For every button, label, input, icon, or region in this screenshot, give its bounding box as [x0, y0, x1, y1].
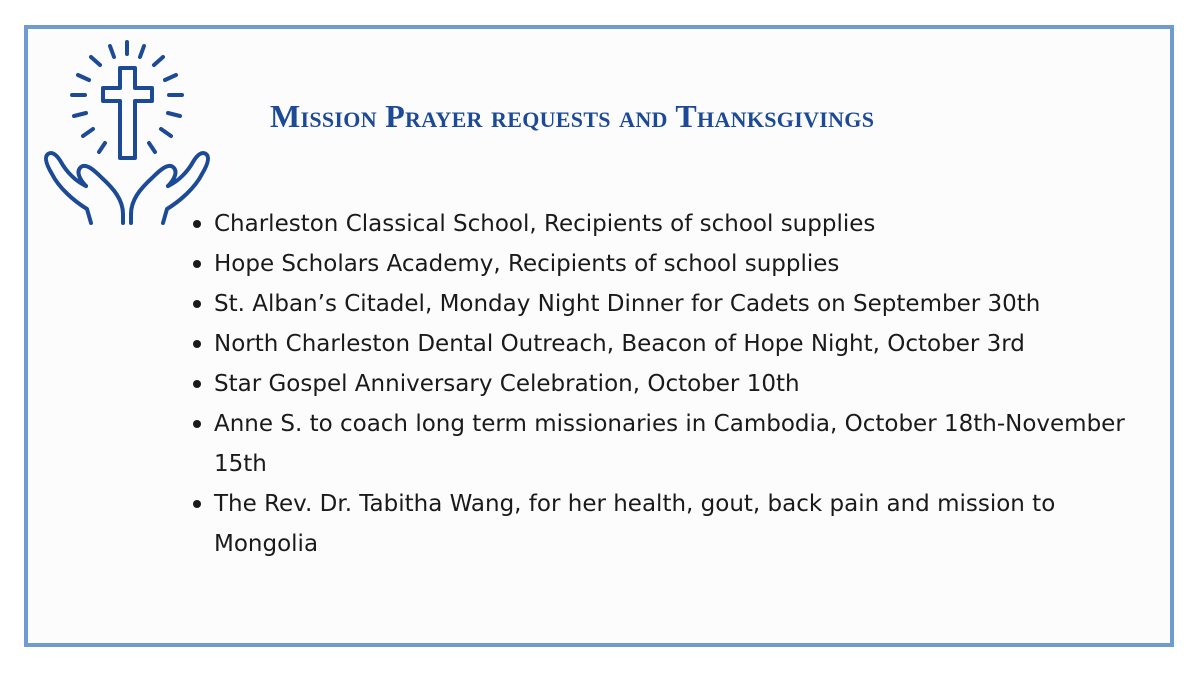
list-item-text: Hope Scholars Academy, Recipients of school supplies: [214, 251, 840, 277]
bullet-icon: [193, 380, 201, 388]
bullet-icon: [193, 300, 201, 308]
list-item: [190, 484, 1150, 564]
page-title: Mission Prayer requests and Thanksgivings: [270, 98, 875, 134]
list-item-text: Star Gospel Anniversary Celebration, October 10th: [214, 371, 800, 397]
cross-with-hands-icon: [38, 38, 218, 228]
list-item-text: The Rev. Dr. Tabitha Wang, for her health, gout, back pain and mission to Mongolia: [214, 491, 1056, 557]
list-item: [190, 404, 1150, 484]
list-item: [190, 364, 1150, 404]
list-item-text: Charleston Classical School, Recipients of school supplies: [214, 211, 876, 237]
list-item-text: St. Alban’s Citadel, Monday Night Dinner for Cadets on September 30th: [214, 291, 1041, 317]
bullet-icon: [193, 260, 201, 268]
bullet-icon: [193, 420, 201, 428]
prayer-request-list: [190, 204, 1150, 564]
bullet-icon: [193, 220, 201, 228]
list-item: [190, 204, 1150, 244]
list-item-text: North Charleston Dental Outreach, Beacon of Hope Night, October 3rd: [214, 331, 1025, 357]
bullet-icon: [193, 340, 201, 348]
list-item: [190, 324, 1150, 364]
bullet-icon: [193, 500, 201, 508]
list-item-text: Anne S. to coach long term missionaries in Cambodia, October 18th-November 15th: [214, 411, 1125, 477]
list-item: [190, 284, 1150, 324]
list-item: [190, 244, 1150, 284]
